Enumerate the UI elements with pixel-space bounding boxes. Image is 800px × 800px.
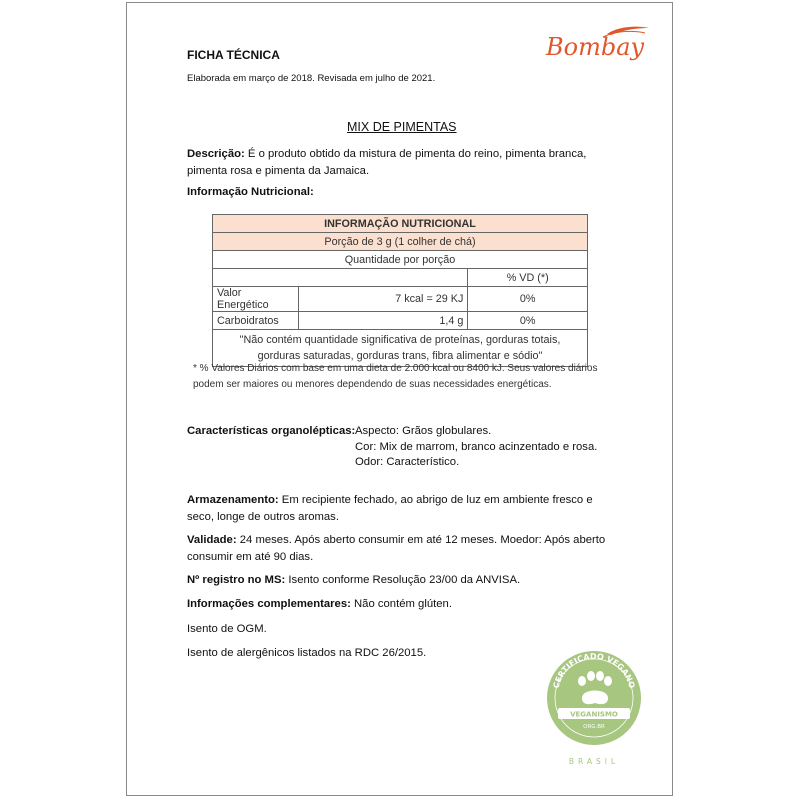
complementary-text: Não contém glúten.: [350, 598, 452, 610]
brand-name: Bombay: [546, 33, 645, 61]
document-title: FICHA TÉCNICA: [187, 48, 280, 62]
organoleptic-label: Características organolépticas:: [187, 425, 356, 437]
document-date: Elaborada em março de 2018. Revisada em julho de 2021.: [187, 73, 436, 84]
vegan-certification-seal: [544, 648, 644, 770]
registry-paragraph: [187, 572, 607, 589]
table-row: [213, 287, 588, 312]
nutrient-amount: 7 kcal = 29 KJ: [298, 287, 467, 312]
storage-label: Armazenamento:: [187, 494, 279, 506]
nutrient-vd: 0%: [468, 312, 588, 330]
complementary-paragraph: [187, 596, 607, 613]
nutrition-table: [212, 214, 588, 367]
nutrition-section-label: Informação Nutricional:: [187, 186, 314, 198]
seal-ribbon-text: VEGANISMO: [570, 710, 618, 719]
complementary-label: Informações complementares:: [187, 598, 351, 610]
empty-cell: [213, 269, 468, 287]
vd-header: % VD (*): [468, 269, 588, 287]
description-text: É o produto obtido da mistura de pimenta do reino, pimenta branca, pimenta rosa e pimenta da Jamaica.: [187, 148, 587, 177]
organoleptic-aspect: Aspecto: Grãos globulares.: [355, 425, 492, 437]
vd-note: * % Valores Diários com base em uma dieta de 2.000 kcal ou 8400 kJ. Seus valores diários podem ser maiores ou menores dependendo de suas necessidades energéticas.: [193, 363, 598, 390]
nutrition-table-title: INFORMAÇÃO NUTRICIONAL: [213, 215, 588, 233]
storage-paragraph: [187, 492, 607, 526]
allergen-paragraph: Isento de alergênicos listados na RDC 26/2015.: [187, 647, 427, 659]
nutrient-amount: 1,4 g: [298, 312, 467, 330]
description-paragraph: [187, 146, 607, 180]
storage-text: Em recipiente fechado, ao abrigo de luz em ambiente fresco e seco, longe de outros aromas.: [187, 494, 593, 523]
ogm-paragraph: Isento de OGM.: [187, 623, 267, 635]
seal-top-text: CERTIFICADO VEGANO: [551, 651, 637, 690]
validity-text: 24 meses. Após aberto consumir em até 12 meses. Moedor: Após aberto consumir em até 90 dias.: [187, 534, 606, 563]
seal-org-text: ORG.BR: [583, 724, 605, 730]
validity-label: Validade:: [187, 534, 237, 546]
registry-label: Nº registro no MS:: [187, 574, 286, 586]
table-row: [213, 312, 588, 330]
seal-bottom-text: BRASIL: [568, 757, 620, 766]
organoleptic-color: Cor: Mix de marrom, branco acinzentado e rosa.: [355, 441, 598, 453]
nutrition-footer: "Não contém quantidade significativa de proteínas, gorduras totais, gorduras saturadas, gorduras trans, fibra alimentar e sódio": [213, 330, 588, 367]
organoleptic-odor: Odor: Característico.: [355, 456, 460, 468]
nutrient-name: Carboidratos: [213, 312, 299, 330]
quantity-header: Quantidade por porção: [213, 251, 588, 269]
nutrient-vd: 0%: [468, 287, 588, 312]
bombay-logo: [545, 25, 655, 61]
registry-text: Isento conforme Resolução 23/00 da ANVISA.: [285, 574, 521, 586]
validity-paragraph: [187, 532, 607, 566]
product-name: MIX DE PIMENTAS: [347, 120, 457, 134]
nutrition-portion: Porção de 3 g (1 colher de chá): [213, 233, 588, 251]
nutrient-name: Valor Energético: [213, 287, 299, 312]
description-label: Descrição:: [187, 148, 245, 160]
